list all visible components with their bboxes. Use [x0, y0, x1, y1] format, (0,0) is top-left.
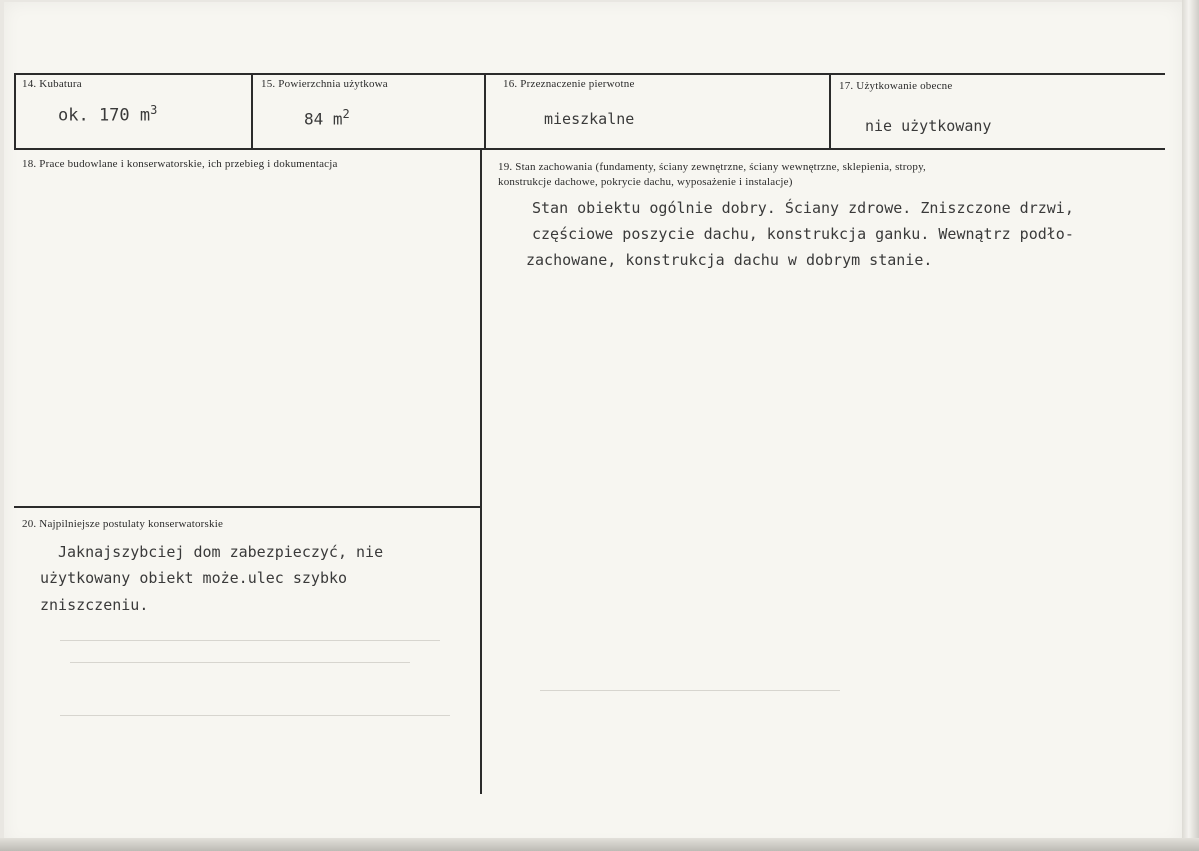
value-kubatura-main: ok. 170 m — [58, 105, 151, 126]
value-powierzchnia-exponent: 2 — [342, 107, 350, 121]
stan-line-3: zachowane, konstrukcja dachu w dobrym stanie. — [526, 251, 933, 269]
bleed-line — [60, 715, 450, 716]
left-border — [14, 73, 16, 150]
bleed-line — [60, 640, 440, 641]
stan-line-2: częściowe poszycie dachu, konstrukcja ganku. Wewnątrz podło- — [532, 225, 1074, 243]
label-uzytkowanie: 17. Użytkowanie obecne — [839, 80, 953, 92]
postulaty-line-3: zniszczeniu. — [40, 596, 149, 614]
page-bottom-shadow — [0, 838, 1199, 851]
label-powierzchnia: 15. Powierzchnia użytkowa — [261, 78, 388, 90]
label-przeznaczenie: 16. Przeznaczenie pierwotne — [503, 78, 635, 90]
col-divider-17 — [829, 73, 831, 150]
left-column-divider — [14, 506, 480, 508]
stan-line-1: Stan obiektu ogólnie dobry. Ściany zdrowe. Zniszczone drzwi, — [532, 199, 1074, 217]
row-divider — [14, 148, 1165, 150]
label-prace-budowlane: 18. Prace budowlane i konserwatorskie, ich przebieg i dokumentacja — [22, 158, 338, 170]
form-sheet — [4, 2, 1182, 846]
value-kubatura — [58, 103, 157, 126]
bleed-line — [70, 662, 410, 663]
page-edge — [1182, 0, 1199, 851]
col-divider-16 — [484, 73, 486, 150]
bleed-line — [540, 690, 840, 691]
value-przeznaczenie: mieszkalne — [544, 110, 635, 128]
col-divider-15 — [251, 73, 253, 150]
label-postulaty: 20. Najpilniejsze postulaty konserwatorskie — [22, 518, 224, 530]
postulaty-line-1: Jaknajszybciej dom zabezpieczyć, nie — [58, 543, 384, 561]
label-stan-zachowania-2: konstrukcje dachowe, pokrycie dachu, wyposażenie i instalacje) — [498, 176, 793, 188]
value-powierzchnia — [304, 107, 350, 128]
value-uzytkowanie: nie użytkowany — [865, 117, 992, 135]
main-vertical-divider — [480, 150, 482, 794]
label-stan-zachowania-1: 19. Stan zachowania (fundamenty, ściany zewnętrzne, ściany wewnętrzne, sklepienia, stropy, — [498, 161, 927, 173]
top-rule — [14, 73, 1165, 75]
label-kubatura: 14. Kubatura — [22, 78, 82, 90]
postulaty-line-2: użytkowany obiekt może.ulec szybko — [40, 569, 348, 587]
value-kubatura-exponent: 3 — [150, 103, 158, 117]
value-powierzchnia-main: 84 m — [304, 109, 343, 129]
